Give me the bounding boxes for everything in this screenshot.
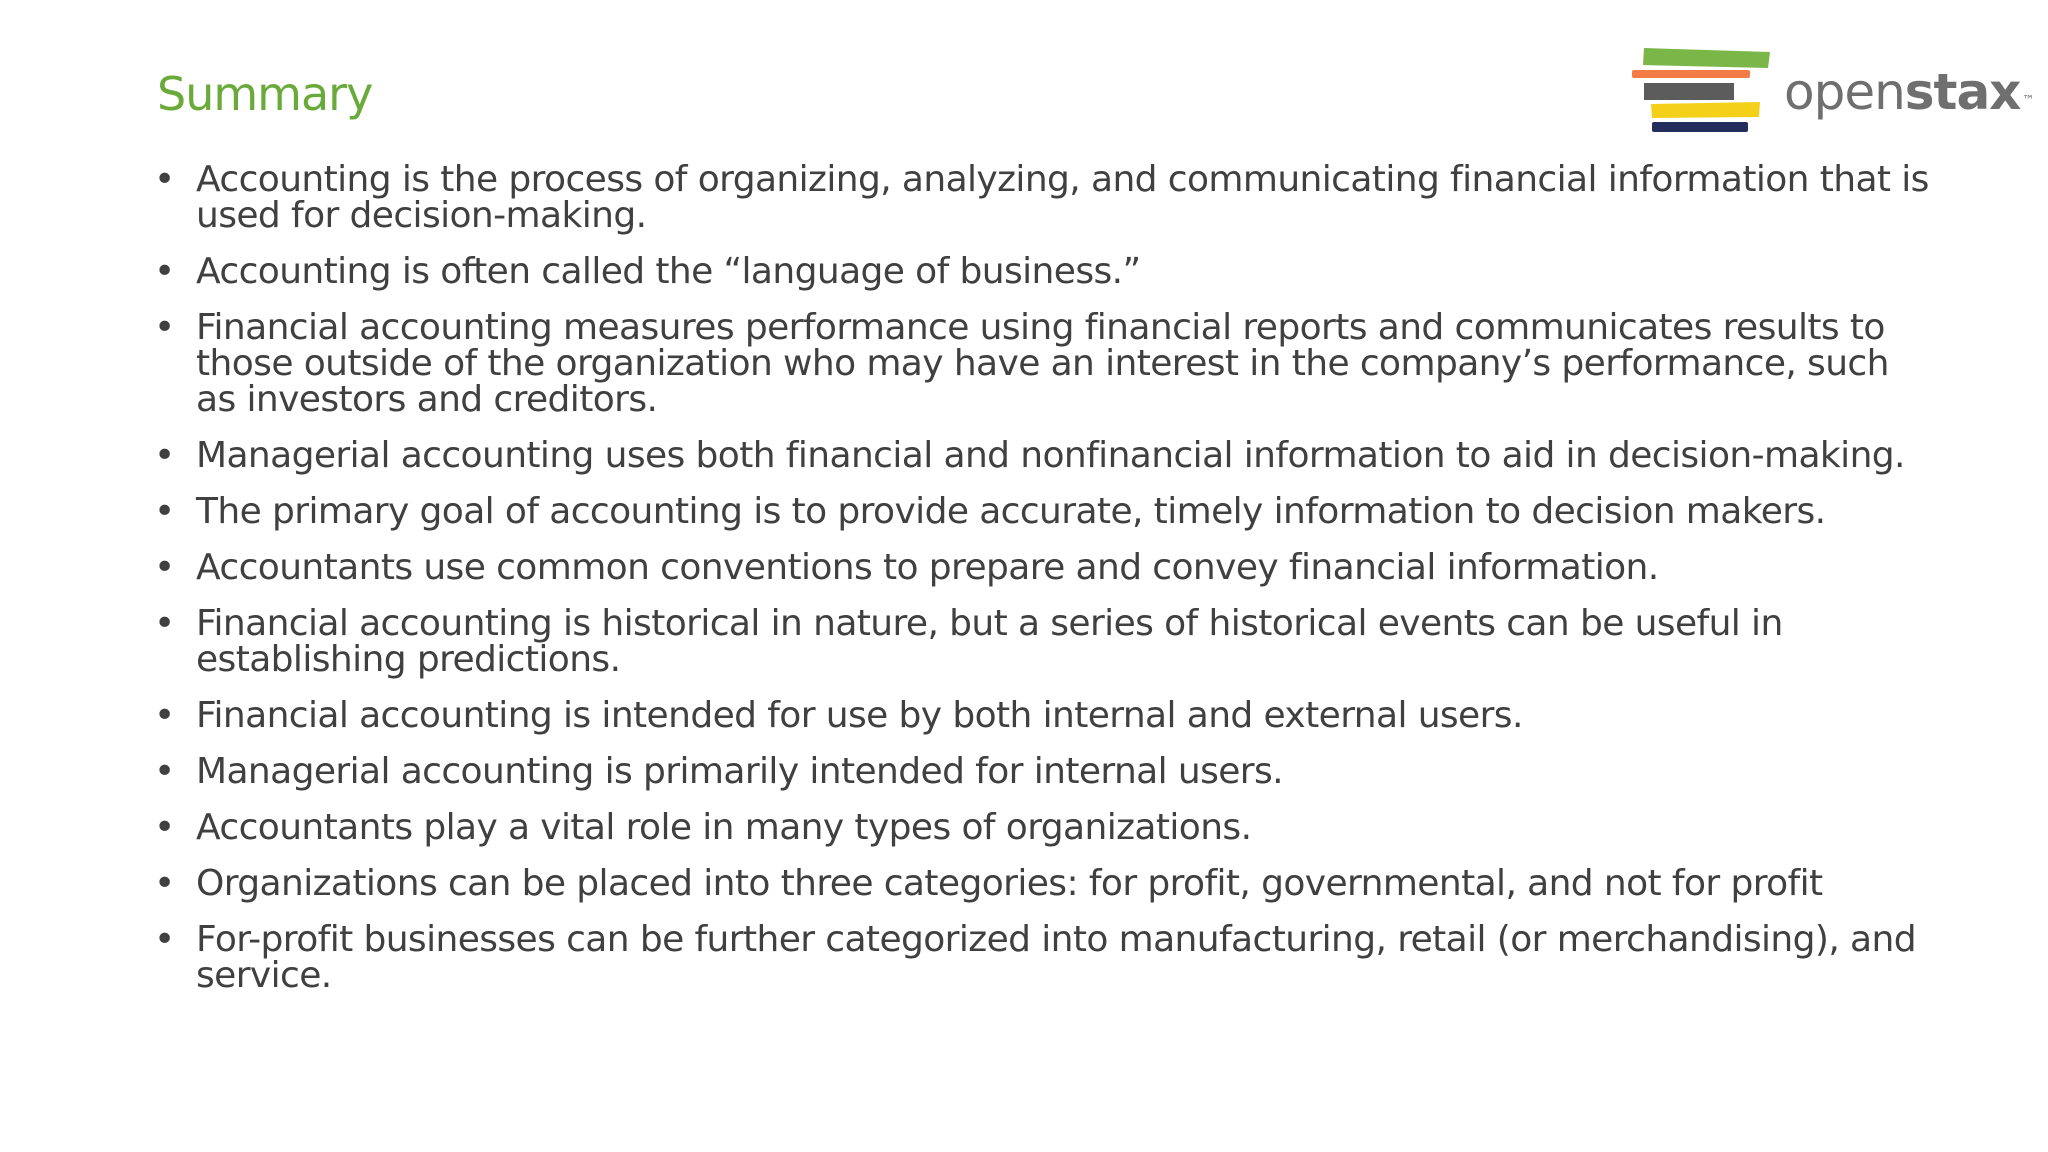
openstax-wordmark [1784, 62, 2034, 122]
slide-title: Summary [157, 67, 373, 121]
bullet-item: • Accounting is the process of organizing, analyzing, and communicating financial information that is used for decision-making. [152, 162, 1932, 234]
bullet-item: • Managerial accounting uses both financial and nonfinancial information to aid in decision-making. [152, 438, 1932, 474]
logo-trademark: ™ [2022, 93, 2034, 107]
openstax-logo [1632, 46, 2034, 138]
bullet-item: • Accountants use common conventions to prepare and convey financial information. [152, 550, 1932, 586]
logo-word-light: open [1784, 63, 1905, 121]
bullet-item: • Accountants play a vital role in many types of organizations. [152, 810, 1932, 846]
bullet-item: • For-profit businesses can be further categorized into manufacturing, retail (or merchandising), and service. [152, 922, 1932, 994]
bullet-item: • The primary goal of accounting is to provide accurate, timely information to decision makers. [152, 494, 1932, 530]
openstax-books-icon [1632, 46, 1772, 138]
bullet-item: • Accounting is often called the “language of business.” [152, 254, 1932, 290]
logo-word-bold: stax [1904, 63, 2021, 121]
bullet-item: • Financial accounting is intended for use by both internal and external users. [152, 698, 1932, 734]
bullet-item: • Managerial accounting is primarily intended for internal users. [152, 754, 1932, 790]
bullet-item: • Financial accounting measures performance using financial reports and communicates results to those outside of the organization who may have an interest in the company’s performance, such as investors and creditors. [152, 310, 1932, 418]
summary-bullet-list [152, 159, 1932, 1014]
bullet-item: • Organizations can be placed into three categories: for profit, governmental, and not for profit [152, 866, 1932, 902]
bullet-item: • Financial accounting is historical in nature, but a series of historical events can be useful in establishing predictions. [152, 606, 1932, 678]
